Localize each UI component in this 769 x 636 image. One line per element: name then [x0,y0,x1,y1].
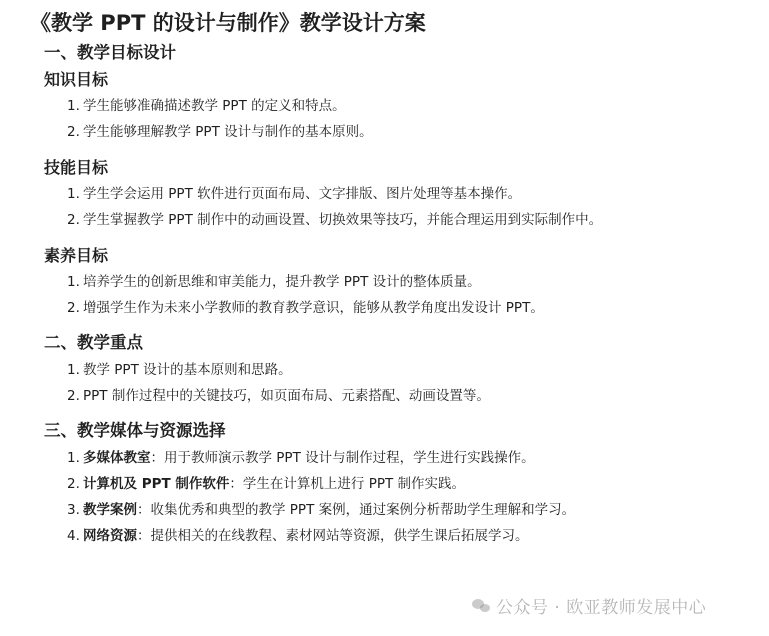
wechat-icon [472,599,490,613]
list-item: 2. PPT 制作过程中的关键技巧，如页面布局、元素搭配、动画设置等。 [67,388,490,404]
key-points-list [30,357,769,409]
list-item: 2. 计算机及 PPT 制作软件：学生在计算机上进行 PPT 制作实践。 [67,476,466,492]
list-item: 4. 网络资源：提供相关的在线教程、素材网站等资源，供学生课后拓展学习。 [67,528,529,544]
watermark-text: 公众号 · 欧亚教师发展中心 [496,598,707,618]
literacy-list [30,269,769,321]
skill-list [30,181,769,233]
list-item: 1. 学生能够准确描述教学 PPT 的定义和特点。 [67,98,346,114]
knowledge-list [30,93,769,145]
section-heading-objectives: 一、教学目标设计 [44,43,176,62]
list-item: 1. 多媒体教室：用于教师演示教学 PPT 设计与制作过程，学生进行实践操作。 [67,450,535,466]
list-item: 1. 培养学生的创新思维和审美能力，提升教学 PPT 设计的整体质量。 [67,274,481,290]
watermark [472,593,706,618]
list-item: 2. 学生掌握教学 PPT 制作中的动画设置、切换效果等技巧，并能合理运用到实际制作中。 [67,212,603,228]
list-item: 1. 教学 PPT 设计的基本原则和思路。 [67,362,292,378]
list-item: 1. 学生学会运用 PPT 软件进行页面布局、文字排版、图片处理等基本操作。 [67,186,522,202]
list-item: 2. 增强学生作为未来小学教师的教育教学意识，能够从教学角度出发设计 PPT。 [67,300,544,316]
subheading-knowledge: 知识目标 [44,70,109,89]
list-item: 3. 教学案例：收集优秀和典型的教学 PPT 案例，通过案例分析帮助学生理解和学习。 [67,502,576,518]
subheading-literacy: 素养目标 [44,246,109,265]
section-heading-media: 三、教学媒体与资源选择 [44,421,226,440]
list-item: 2. 学生能够理解教学 PPT 设计与制作的基本原则。 [67,124,373,140]
document-title: 《教学 PPT 的设计与制作》教学设计方案 [30,11,426,35]
media-list [30,445,769,549]
section-heading-key-points: 二、教学重点 [44,333,143,352]
subheading-skill: 技能目标 [44,158,109,177]
